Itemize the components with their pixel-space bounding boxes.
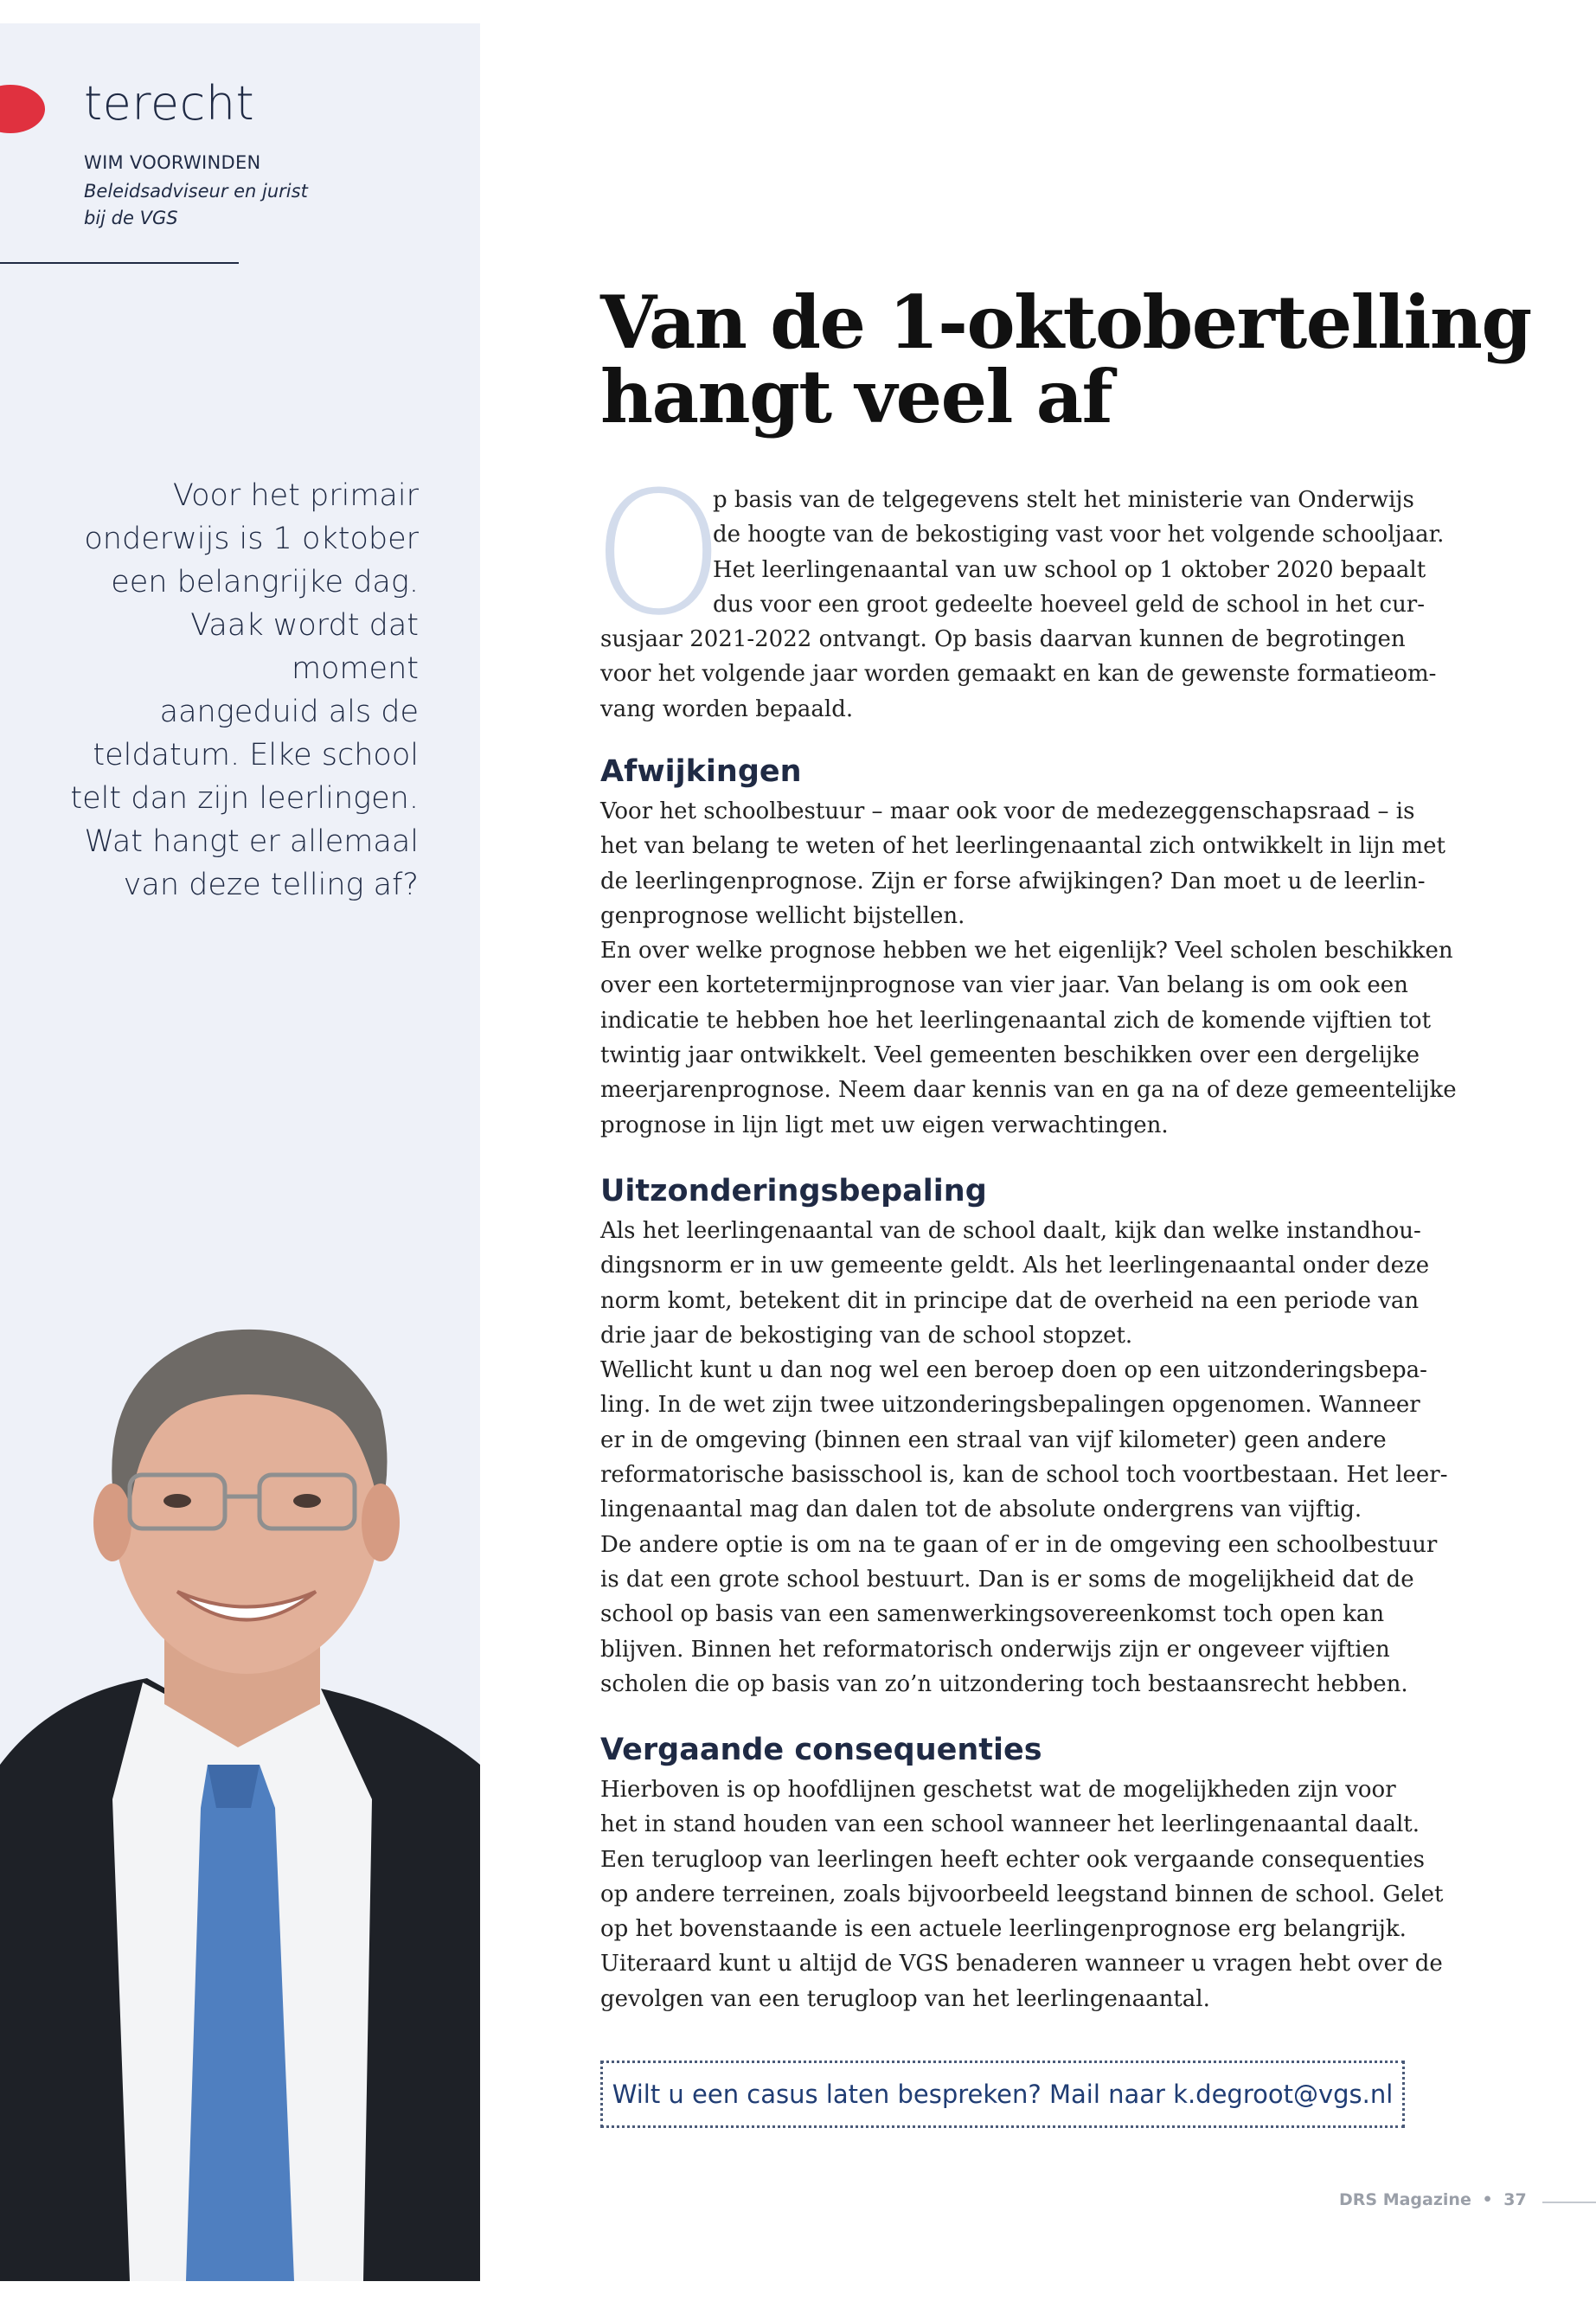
section-body [600, 794, 1457, 1143]
section-body [600, 1772, 1444, 2016]
intro-line: aangeduid als de [159, 695, 419, 729]
paragraph-line: scholen die op basis van zo’n uitzondering toch bestaansrecht hebben. [600, 1670, 1408, 1697]
paragraph-line: ling. In de wet zijn twee uitzonderingsbepalingen opgenomen. Wanneer [600, 1392, 1420, 1419]
article-title [600, 279, 1552, 439]
paragraph-line: Hierboven is op hoofdlijnen geschetst wat de mogelijkheden zijn voor [600, 1777, 1396, 1803]
author-role [84, 178, 343, 232]
paragraph-line: twintig jaar ontwikkelt. Veel gemeenten beschikken over een dergelijke [600, 1042, 1420, 1069]
paragraph-line: het van belang te weten of het leerlingenaantal zich ontwikkelt in lijn met [600, 833, 1445, 860]
paragraph-line: er in de omgeving (binnen een straal van vijf kilometer) geen andere [600, 1426, 1387, 1453]
intro-line: Wat hangt er allemaal [84, 824, 419, 859]
paragraph-line: dingsnorm er in uw gemeente geldt. Als het leerlingenaantal onder deze [600, 1253, 1430, 1279]
title-line: hangt veel af [600, 354, 1112, 439]
paragraph-line: reformatorische basisschool is, kan de school toch voortbestaan. Het leer- [600, 1462, 1448, 1489]
paragraph-line: is dat een grote school bestuurt. Dan is er soms de mogelijkheid dat de [600, 1566, 1414, 1593]
section-body [600, 1214, 1448, 1702]
footer-separator: • [1482, 2190, 1493, 2209]
section-heading: Afwijkingen [600, 754, 802, 789]
intro-line: Vaak wordt dat moment [190, 608, 419, 686]
paragraph-line: het in stand houden van een school wanneer het leerlingenaantal daalt. [600, 1811, 1420, 1838]
paragraph-line: blijven. Binnen het reformatorisch onderwijs zijn er ongeveer vijftien [600, 1636, 1390, 1663]
drop-cap: O [592, 456, 726, 653]
paragraph-line: Voor het schoolbestuur – maar ook voor de medezeggenschapsraad – is [600, 798, 1415, 824]
intro-line: telt dan zijn leerlingen. [70, 781, 419, 816]
contact-callout[interactable] [600, 2061, 1405, 2128]
paragraph-line: op andere terreinen, zoals bijvoorbeeld leegstand binnen de school. Gelet [600, 1881, 1444, 1907]
paragraph-line: de leerlingenprognose. Zijn er forse afwijkingen? Dan moet u de leerlin- [600, 868, 1426, 894]
paragraph-line: meerjarenprognose. Neem daar kennis van en ga na of deze gemeentelijke [600, 1077, 1457, 1104]
intro-paragraph [600, 483, 1445, 727]
paragraph-line: voor het volgende jaar worden gemaakt en kan de gewenste formatieom- [600, 661, 1437, 688]
author-name: WIM VOORWINDEN [84, 152, 261, 173]
intro-line: onderwijs is 1 oktober [84, 522, 419, 556]
magazine-name: DRS Magazine [1339, 2190, 1471, 2209]
author-role-line: Beleidsadviseur en jurist [84, 181, 308, 202]
section-label: terecht [84, 76, 255, 131]
intro-line: van deze telling af? [123, 868, 419, 902]
paragraph-line: Het leerlingenaantal van uw school op 1 oktober 2020 bepaalt [713, 556, 1426, 583]
paragraph-line: lingenaantal mag dan dalen tot de absolute ondergrens van vijftig. [600, 1497, 1362, 1523]
pull-quote-intro [55, 474, 419, 907]
paragraph-line: indicatie te hebben hoe het leerlingenaantal zich de komende vijftien tot [600, 1007, 1432, 1034]
page-footer [1339, 2190, 1527, 2209]
paragraph-line: susjaar 2021-2022 ontvangt. Op basis daarvan kunnen de begrotingen [600, 626, 1406, 653]
author-divider [0, 262, 239, 264]
section-heading: Vergaande consequenties [600, 1733, 1042, 1767]
author-role-line: bij de VGS [84, 208, 178, 228]
paragraph-line: drie jaar de bekostiging van de school stopzet. [600, 1322, 1133, 1349]
paragraph-line: Uiteraard kunt u altijd de VGS benaderen wanneer u vragen hebt over de [600, 1951, 1443, 1977]
section-heading: Uitzonderingsbepaling [600, 1174, 987, 1208]
paragraph-line: de hoogte van de bekostiging vast voor het volgende schooljaar. [713, 522, 1445, 548]
paragraph-line: prognose in lijn ligt met uw eigen verwachtingen. [600, 1112, 1169, 1138]
intro-line: een belangrijke dag. [111, 565, 419, 599]
paragraph-line: genprognose wellicht bijstellen. [600, 902, 965, 929]
footer-rule [1542, 2202, 1596, 2203]
paragraph-line: op het bovenstaande is een actuele leerlingenprognose erg belangrijk. [600, 1916, 1407, 1943]
paragraph-line: Wellicht kunt u dan nog wel een beroep doen op een uitzonderingsbepa- [600, 1357, 1427, 1384]
paragraph-line: norm komt, betekent dit in principe dat de overheid na een periode van [600, 1287, 1420, 1314]
paragraph-line: dus voor een groot gedeelte hoeveel geld de school in het cur- [713, 591, 1426, 618]
author-portrait [0, 1315, 480, 2281]
paragraph-line: Als het leerlingenaantal van de school daalt, kijk dan welke instandhou- [600, 1218, 1421, 1244]
paragraph-line: En over welke prognose hebben we het eigenlijk? Veel scholen beschikken [600, 938, 1453, 965]
paragraph-line: school op basis van een samenwerkingsovereenkomst toch open kan [600, 1601, 1385, 1628]
title-line: Van de 1-oktobertelling [600, 279, 1531, 365]
paragraph-line: gevolgen van een terugloop van het leerlingenaantal. [600, 1985, 1210, 2012]
paragraph-line: p basis van de telgegevens stelt het ministerie van Onderwijs [713, 487, 1414, 513]
intro-line: Voor het primair [172, 478, 419, 513]
paragraph-line: over een kortetermijnprognose van vier jaar. Van belang is om ook een [600, 972, 1408, 999]
paragraph-line: De andere optie is om na te gaan of er in de omgeving een schoolbestuur [600, 1531, 1438, 1558]
paragraph-line: Een terugloop van leerlingen heeft echter ook vergaande consequenties [600, 1846, 1425, 1873]
paragraph-line: vang worden bepaald. [600, 695, 854, 722]
contact-callout-text[interactable]: Wilt u een casus laten bespreken? Mail naar k.degroot@vgs.nl [612, 2080, 1394, 2109]
intro-line: teldatum. Elke school [93, 738, 419, 772]
page-number: 37 [1503, 2190, 1527, 2209]
portrait-illustration [0, 1315, 480, 2281]
